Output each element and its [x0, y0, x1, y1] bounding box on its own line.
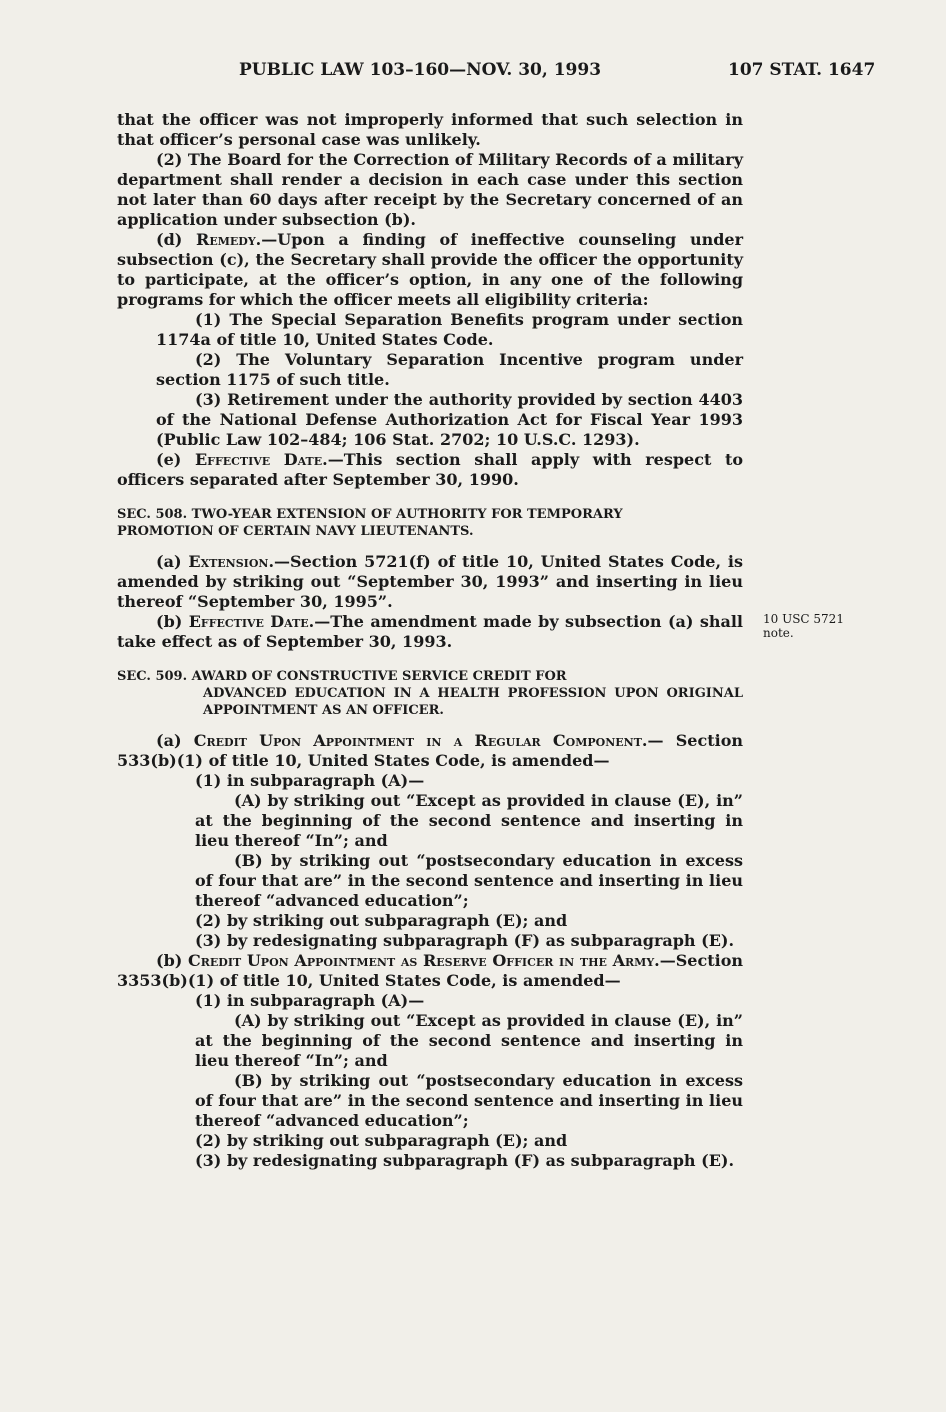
page-number: 107 STAT. 1647 — [728, 60, 876, 80]
para-lead: (a) — [156, 552, 189, 571]
page-header — [0, 60, 946, 84]
paragraph: (2) The Board for the Correction of Military Records of a military department shall render a decision in each case under this section not later than 60 days after receipt by the Secretary concerned of an application under subsection (b). — [117, 150, 743, 229]
paragraph: (2) by striking out subparagraph (E); and — [195, 911, 568, 930]
paragraph: (A) by striking out “Except as provided in clause (E), in” at the beginning of the second sentence and inserting in lieu thereof “In”; and — [195, 791, 743, 850]
para-text: —This section shall apply with respect to officers separated after September 30, 1990. — [117, 450, 743, 489]
para-lead: (e) — [156, 450, 195, 469]
paragraph — [117, 951, 743, 991]
paragraph — [117, 230, 743, 310]
paragraph: (3) by redesignating subparagraph (F) as subparagraph (E). — [195, 931, 735, 950]
para-text: —Upon a finding of ineffective counseling under subsection (c), the Secretary shall provide the officer the opportunity to participate, at the officer’s option, in any one of the following programs for which the officer meets all eligibility criteria: — [117, 230, 744, 309]
paragraph: (1) The Special Separation Benefits program under section 1174a of title 10, United States Code. — [156, 310, 743, 349]
para-heading: Effective Date. — [194, 450, 328, 469]
paragraph — [117, 552, 743, 612]
paragraph: (B) by striking out “postsecondary education in excess of four that are” in the second sentence and inserting in lieu thereof “advanced education”; — [195, 851, 743, 910]
section-title-line2: ADVANCED EDUCATION IN A HEALTH PROFESSION UPON ORIGINAL APPOINTMENT AS AN OFFICER. — [203, 686, 743, 718]
section-heading-509 — [117, 668, 743, 719]
para-text: —Section 5721(f) of title 10, United States Code, is amended by striking out “September 30, 1993” and inserting in lieu thereof “September 30, 1995”. — [117, 552, 743, 611]
page-body — [117, 110, 743, 1171]
paragraph — [117, 731, 743, 771]
running-head: PUBLIC LAW 103–160—NOV. 30, 1993 — [239, 60, 602, 80]
section-title-line1: SEC. 509. AWARD OF CONSTRUCTIVE SERVICE CREDIT FOR — [117, 669, 567, 684]
paragraph: (A) by striking out “Except as provided in clause (E), in” at the beginning of the second sentence and inserting in lieu thereof “In”; and — [195, 1011, 743, 1070]
section-heading-508 — [117, 506, 743, 540]
para-heading: Credit Upon Appointment in a Regular Component. — [193, 731, 648, 750]
paragraph: that the officer was not improperly informed that such selection in that officer’s personal case was unlikely. — [117, 110, 743, 149]
para-heading: Extension. — [188, 552, 275, 571]
margin-note-line1: 10 USC 5721 — [763, 612, 844, 626]
paragraph: (2) The Voluntary Separation Incentive program under section 1175 of such title. — [156, 350, 743, 389]
section-title-line2: PROMOTION OF CERTAIN NAVY LIEUTENANTS. — [117, 524, 474, 539]
paragraph: (2) by striking out subparagraph (E); and — [195, 1131, 568, 1150]
para-heading: Effective Date. — [188, 612, 315, 631]
paragraph: (1) in subparagraph (A)— — [195, 771, 425, 790]
para-lead: (b) — [156, 612, 189, 631]
margin-note — [763, 612, 863, 640]
para-lead: (d) — [156, 230, 197, 249]
paragraph: (3) by redesignating subparagraph (F) as subparagraph (E). — [195, 1151, 735, 1170]
para-lead: (a) — [156, 731, 194, 750]
para-heading: Credit Upon Appointment as Reserve Officer in the Army. — [188, 951, 660, 970]
paragraph: (1) in subparagraph (A)— — [195, 991, 425, 1010]
paragraph — [117, 612, 743, 652]
paragraph: (B) by striking out “postsecondary education in excess of four that are” in the second sentence and inserting in lieu thereof “advanced education”; — [195, 1071, 743, 1130]
para-text: —Section 3353(b)(1) of title 10, United States Code, is amended— — [117, 951, 743, 990]
paragraph — [117, 450, 743, 490]
para-heading: Remedy. — [196, 230, 262, 249]
paragraph: (3) Retirement under the authority provided by section 4403 of the National Defense Authorization Act for Fiscal Year 1993 (Public Law 102–484; 106 Stat. 2702; 10 U.S.C. 1293). — [156, 390, 743, 449]
para-text: —The amendment made by subsection (a) shall take effect as of September 30, 1993. — [117, 612, 743, 651]
para-lead: (b) — [156, 951, 189, 970]
section-title-line1: SEC. 508. TWO-YEAR EXTENSION OF AUTHORITY FOR TEMPORARY — [117, 507, 623, 522]
margin-note-line2: note. — [763, 626, 794, 640]
para-text: — Section 533(b)(1) of title 10, United States Code, is amended— — [117, 731, 743, 770]
